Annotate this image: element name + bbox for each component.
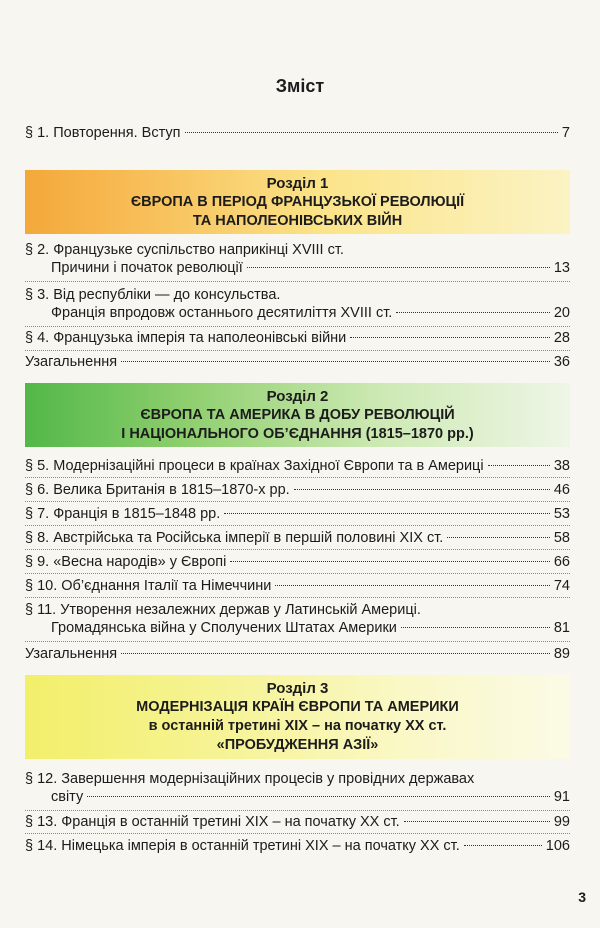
entry-text-line-1: § 3. Від республіки — до консульства. [25, 287, 281, 303]
section-1-header [25, 170, 570, 234]
entry-text-line-1: § 2. Французьке суспільство наприкінці XVIII ст. [25, 242, 344, 258]
entry-text-line-2: Причини і початок революції [51, 260, 243, 276]
entry-page: 36 [553, 354, 570, 370]
entry-text-line-2: світу [51, 789, 84, 805]
leader-dots [447, 537, 550, 538]
separator [25, 833, 570, 834]
leader-dots [87, 796, 550, 797]
entry-text-line-1: § 12. Завершення модернізаційних процесів у провідних державах [25, 771, 475, 787]
separator [25, 641, 570, 642]
separator [25, 477, 570, 478]
leader-dots [350, 337, 550, 338]
toc-title: Зміст [275, 76, 325, 96]
entry-page: 99 [553, 814, 570, 830]
entry-text: § 6. Велика Британія в 1815–1870-х рр. [25, 482, 290, 498]
toc-entry-7[interactable] [25, 505, 570, 523]
toc-entry-4[interactable] [25, 329, 570, 347]
page-number: 3 [578, 889, 586, 905]
separator [25, 810, 570, 811]
toc-entry-5[interactable] [25, 457, 570, 475]
entry-page: 38 [553, 458, 570, 474]
leader-dots [230, 561, 550, 562]
entry-page: 89 [553, 646, 570, 662]
leader-dots [294, 489, 550, 490]
section-2-header [25, 383, 570, 447]
separator [25, 350, 570, 351]
entry-text: § 9. «Весна народів» у Європі [25, 554, 227, 570]
toc-entry-10[interactable] [25, 577, 570, 595]
entry-text: § 4. Французька імперія та наполеонівські війни [25, 330, 347, 346]
toc-entry-6[interactable] [25, 481, 570, 499]
leader-dots [224, 513, 550, 514]
section-1-label: Розділ 1 [266, 175, 329, 192]
toc-entry-12[interactable] [25, 770, 570, 806]
leader-dots [404, 821, 550, 822]
leader-dots [464, 845, 542, 846]
entry-page: 106 [545, 838, 570, 854]
toc-entry-14[interactable] [25, 837, 570, 855]
entry-text: § 14. Німецька імперія в останній третині XIX – на початку XX ст. [25, 838, 460, 854]
entry-text: § 1. Повторення. Вступ [25, 125, 181, 141]
section-3-heading-line-2: в останній третині XIX – на початку XX ст. [148, 718, 447, 734]
entry-text: Узагальнення [25, 354, 118, 370]
toc-entry-2[interactable] [25, 241, 570, 277]
entry-page: 81 [553, 620, 570, 636]
entry-text: § 5. Модернізаційні процеси в країнах Західної Європи та в Америці [25, 458, 484, 474]
entry-text-line-2: Франція впродовж останнього десятиліття XVIII ст. [51, 305, 393, 321]
leader-dots [401, 627, 550, 628]
leader-dots [275, 585, 550, 586]
toc-entry-9[interactable] [25, 553, 570, 571]
section-3-header [25, 675, 570, 759]
leader-dots [121, 653, 550, 654]
entry-page: 28 [553, 330, 570, 346]
separator [25, 281, 570, 282]
section-3-label: Розділ 3 [266, 680, 329, 697]
section-3-heading-line-1: МОДЕРНІЗАЦІЯ КРАЇН ЄВРОПИ ТА АМЕРИКИ [136, 699, 459, 715]
entry-text: § 10. Об’єднання Італії та Німеччини [25, 578, 272, 594]
separator [25, 501, 570, 502]
separator [25, 525, 570, 526]
separator [25, 326, 570, 327]
entry-text-line-1: § 11. Утворення незалежних держав у Латинській Америці. [25, 602, 421, 618]
leader-dots [247, 267, 550, 268]
entry-text: § 8. Австрійська та Російська імперії в першій половині XIX ст. [25, 530, 444, 546]
toc-entry-3[interactable] [25, 286, 570, 322]
entry-page: 74 [553, 578, 570, 594]
toc-entry-intro[interactable] [25, 124, 570, 142]
section-1-heading-line-2: ТА НАПОЛЕОНІВСЬКИХ ВІЙН [192, 213, 403, 229]
entry-page: 91 [553, 789, 570, 805]
section-2-label: Розділ 2 [266, 388, 329, 405]
entry-text-line-2: Громадянська війна у Сполучених Штатах Америки [51, 620, 397, 636]
leader-dots [185, 132, 558, 133]
entry-page: 7 [561, 125, 570, 141]
leader-dots [121, 361, 550, 362]
separator [25, 573, 570, 574]
toc-entry-13[interactable] [25, 813, 570, 831]
section-3-heading-line-3: «ПРОБУДЖЕННЯ АЗІЇ» [216, 737, 379, 753]
entry-page: 13 [553, 260, 570, 276]
entry-text: § 13. Франція в останній третині XIX – на початку XX ст. [25, 814, 400, 830]
toc-entry-summary-2[interactable] [25, 645, 570, 663]
separator [25, 597, 570, 598]
section-2-heading-line-1: ЄВРОПА ТА АМЕРИКА В ДОБУ РЕВОЛЮЦІЙ [140, 407, 455, 423]
separator [25, 549, 570, 550]
entry-text: § 7. Франція в 1815–1848 рр. [25, 506, 221, 522]
entry-page: 58 [553, 530, 570, 546]
entry-text: Узагальнення [25, 646, 118, 662]
toc-entry-summary-1[interactable] [25, 353, 570, 371]
entry-page: 20 [553, 305, 570, 321]
leader-dots [396, 312, 550, 313]
toc-entry-11[interactable] [25, 601, 570, 637]
toc-entry-8[interactable] [25, 529, 570, 547]
entry-page: 46 [553, 482, 570, 498]
section-2-heading-line-2: І НАЦІОНАЛЬНОГО ОБ’ЄДНАННЯ (1815–1870 рр.) [121, 426, 474, 442]
entry-page: 53 [553, 506, 570, 522]
entry-page: 66 [553, 554, 570, 570]
section-1-heading-line-1: ЄВРОПА В ПЕРІОД ФРАНЦУЗЬКОЇ РЕВОЛЮЦІЇ [130, 194, 465, 210]
leader-dots [488, 465, 550, 466]
